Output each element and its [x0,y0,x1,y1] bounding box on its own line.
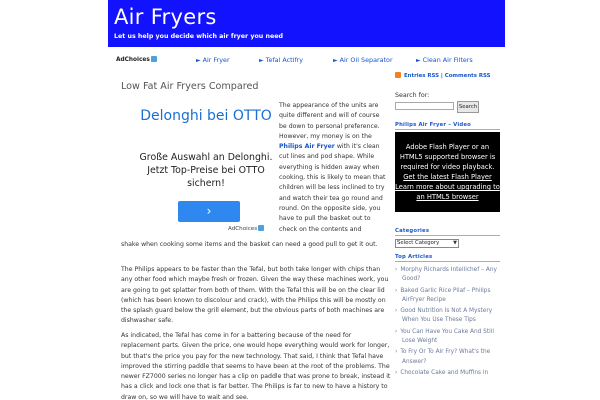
arrow-right-icon: › [395,369,398,376]
ad-body: Große Auswahl an Delonghi. Jetzt Top-Preise bei OTTO sichern! [139,152,273,189]
top-article-label: Morphy Richards Intellichef – Any Good? [400,267,497,283]
ad-choices-icon [258,225,264,231]
nav-link-air-fryer[interactable] [196,56,230,64]
arrow-right-icon: › [395,267,398,273]
video-player[interactable] [395,132,500,212]
post-paragraph: The Philips appears to be faster than the Tefal, but both take longer with chips than any other food which maybe fresh or frozen. Given the way these machines work, you are going to get splatter from both of them. With the Tefal this will be on the clear lid (which has been known to discolour and crack), with the Philips this will be mostly on the splash guard below the grill element, but the obvious parts of both machines are dishwasher safe. [121,266,389,325]
nav-bar [108,53,505,67]
categories-widget-title: Categories [395,228,500,236]
rss-separator: | [439,73,445,79]
ad-banner[interactable] [136,103,276,233]
post-intro-text-cont: with it's clean cut lines and pod shape. While everything is hidden away when cooking, this is likely to mean that children will be less inclined to try and watch their tea go round and round. On the opposite side, you have to pull the basket out to check on the contents and [279,143,386,233]
post-title: Low Fat Air Fryers Compared [121,81,259,92]
post-paragraph: As indicated, the Tefal has come in for a battering because of the need for replacement parts. Given the price, one would hope everything would work for longer, but that's the price you pay for the new technology. That said, I think that Tefal have improved the stirring paddle that seems to have been at the root of the problems. The newer FZ7000 series no longer has a clip on paddle that was prone to break, instead it has a click and lock one that is far better. The Philips is far to new to have a history to draw on, so we will have to wait and see. [121,332,391,400]
top-article-label: Chocolate Cake and Muffins in [400,369,489,376]
search-input[interactable] [395,102,454,110]
top-articles-list [395,266,500,380]
top-article-label: Good Nutrition Is Not A Mystery When You Use These Tips [400,308,493,324]
flash-required-text: Adobe Flash Player or an HTML5 supported browser is required for video playback. [399,143,496,171]
site-tagline: Let us help you decide which air fryer you need [114,33,283,40]
chevron-down-icon: ▼ [453,240,457,246]
top-articles-title: Top Articles [395,254,500,262]
nav-link-clean-air-filters[interactable] [416,56,473,64]
nav-link-label: Tefal Actifry [265,56,304,64]
arrow-right-icon: ► [333,57,338,64]
top-article-link[interactable] [395,287,500,306]
flash-message [395,142,500,202]
nav-link-label: Clean Air Filters [422,56,473,64]
arrow-right-icon: › [395,308,398,315]
category-select-value: Select Category [397,240,440,246]
ad-choices-label: AdChoices [228,226,258,232]
arrow-right-icon: ► [416,57,421,64]
ad-headline[interactable]: Delonghi bei OTTO [140,108,272,124]
post-intro-text: The appearance of the units are quite different and will of course be down to personal preference. However, my money is on the [279,102,380,140]
nav-link-air-oil-separator[interactable] [333,56,393,64]
top-article-link[interactable] [395,307,500,326]
html5-upgrade-link[interactable]: Learn more about upgrading to an HTML5 browser [395,183,500,201]
ad-choices-badge[interactable] [228,225,264,232]
nav-ad-choices[interactable] [116,56,157,63]
top-article-label: To Fry Or To Air Fry? What's the Answer? [400,349,491,365]
arrow-right-icon: ► [196,57,201,64]
top-article-link[interactable] [395,328,500,347]
category-select[interactable] [395,239,459,248]
arrow-right-icon: › [395,349,398,356]
rss-entries-link[interactable]: Entries RSS [404,73,440,79]
top-article-label: Baked Garlic Rice Pilaf – Philips AirFryer Recipe [400,287,491,303]
philips-air-fryer-link[interactable]: Philips Air Fryer [279,143,335,151]
site-header [108,0,505,47]
post-intro-continued: shake when cooking some items and the basket can need a good pull to get it out. [121,241,378,248]
rss-links [395,72,491,79]
nav-ad-choices-label: AdChoices [116,57,150,63]
nav-link-label: Air Oil Separator [339,56,393,64]
ad-choices-icon [151,56,157,62]
search-label: Search for: [395,92,430,99]
flash-player-link[interactable]: Get the latest Flash Player [403,173,492,181]
nav-link-label: Air Fryer [202,56,230,64]
video-widget-title: Philips Air Fryer – Video [395,122,500,130]
post-intro [279,101,387,235]
rss-comments-link[interactable]: Comments RSS [444,73,491,79]
search-button[interactable]: Search [457,101,479,113]
top-article-link[interactable] [395,348,500,367]
ad-cta-button[interactable]: › [178,201,240,222]
rss-icon [395,72,401,78]
arrow-right-icon: › [395,328,398,335]
arrow-right-icon: ► [259,57,264,64]
nav-link-tefal-actifry[interactable] [259,56,303,64]
top-article-link[interactable] [395,369,500,378]
site-title[interactable]: Air Fryers [114,5,217,29]
top-article-link[interactable] [395,266,500,285]
top-article-label: You Can Have You Cake And Still Lose Weight [400,328,494,345]
arrow-right-icon: › [395,287,398,294]
